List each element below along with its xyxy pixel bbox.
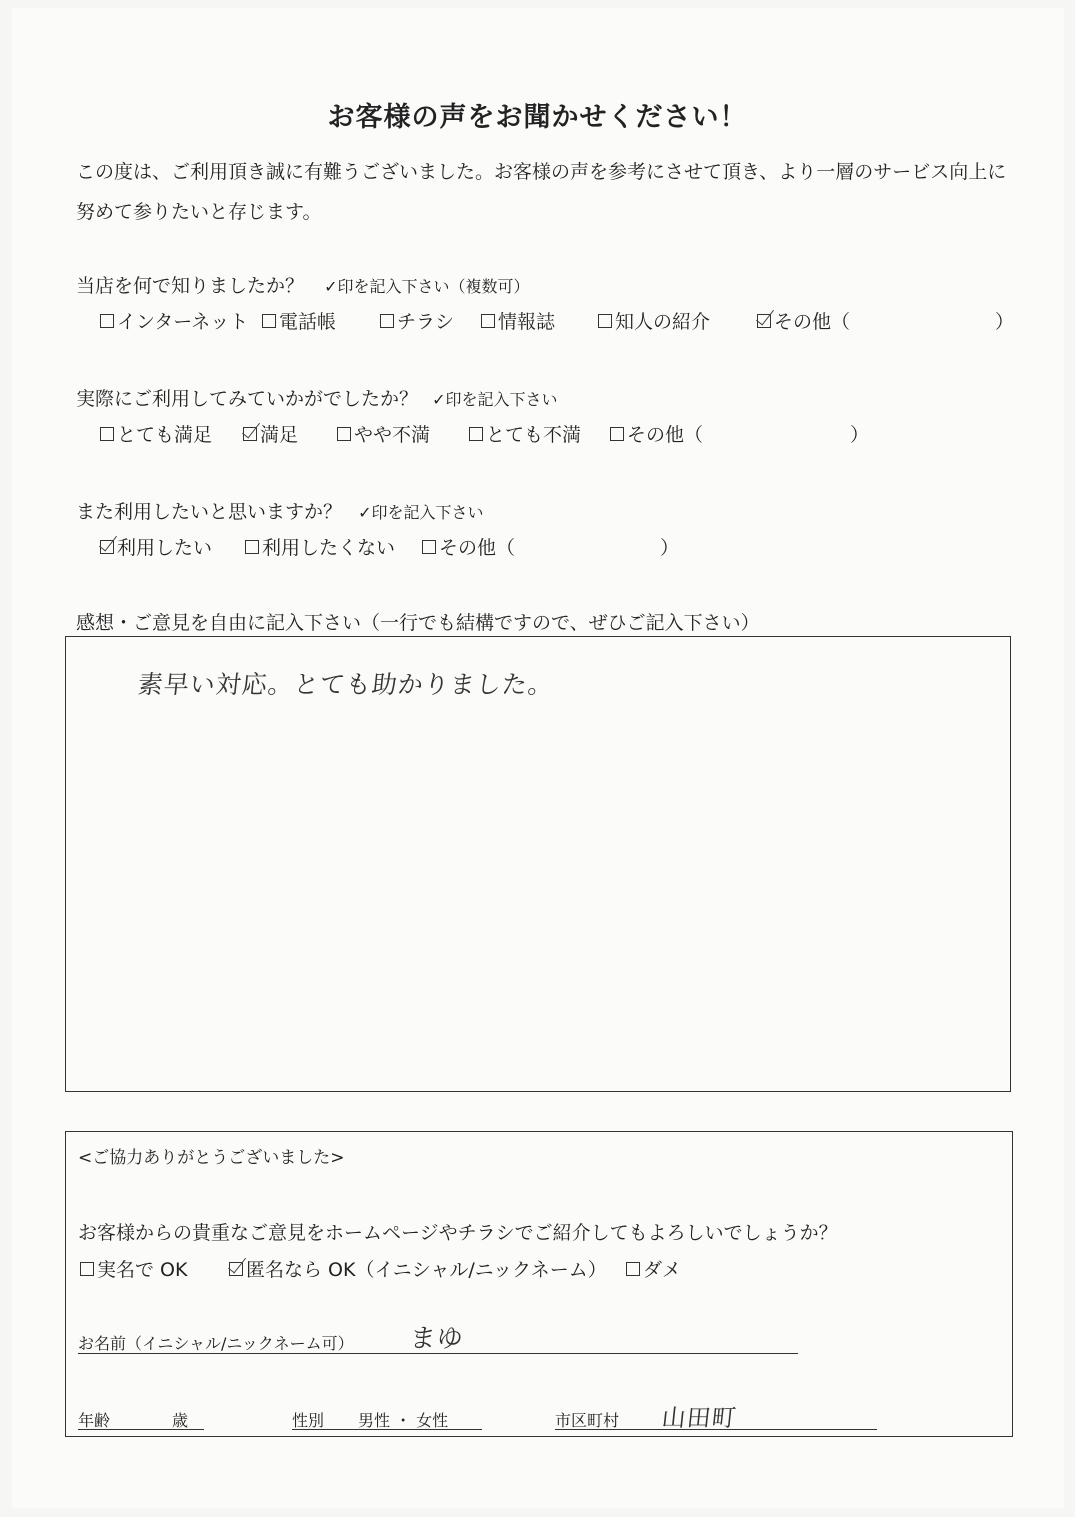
q1-option-referral[interactable] [598, 307, 710, 334]
q2-option-other[interactable] [610, 420, 703, 447]
name-underline [78, 1353, 798, 1354]
option-label: 知人の紹介 [615, 311, 711, 333]
q2-other-close: ） [850, 424, 870, 446]
option-label: 実名で OK [97, 1259, 188, 1281]
q3-note: ✓印を記入下さい [358, 503, 484, 522]
q3-option-other[interactable] [422, 533, 515, 560]
thanks-text: <ご協力ありがとうございました> [78, 1148, 345, 1168]
q2-heading [76, 384, 557, 411]
name-handwriting: まゆ [408, 1324, 466, 1354]
consent-box [65, 1131, 1013, 1437]
q1-heading [76, 271, 529, 298]
option-label: 情報誌 [498, 311, 556, 333]
option-label: その他（ [627, 424, 704, 446]
checkbox[interactable] [262, 314, 276, 328]
option-label: やや不満 [354, 424, 431, 446]
comment-label: 感想・ご意見を自由に記入下さい（一行でも結構ですので、ぜひご記入下さい） [76, 612, 760, 634]
checkbox[interactable] [100, 314, 114, 328]
q1-option-internet[interactable] [100, 307, 248, 334]
q3-option-use-again[interactable] [100, 533, 212, 560]
q2-note: ✓印を記入下さい [432, 390, 558, 409]
city-label: 市区町村 [555, 1411, 620, 1430]
checkbox[interactable] [610, 427, 624, 441]
checkbox-checked[interactable] [229, 1262, 243, 1276]
checkbox-checked[interactable] [757, 314, 771, 328]
option-label: その他（ [439, 537, 516, 559]
checkbox-checked[interactable] [243, 427, 257, 441]
gender-options: 男性 ・ 女性 [358, 1411, 449, 1430]
checkbox[interactable] [481, 314, 495, 328]
comment-handwriting: 素早い対応。とても助かりました。 [136, 670, 556, 699]
q3-other-close: ） [660, 537, 680, 559]
option-label: 匿名なら OK（イニシャル/ニックネーム） [246, 1259, 607, 1281]
checkbox[interactable] [422, 540, 436, 554]
option-label: 電話帳 [279, 311, 337, 333]
age-underline [78, 1429, 204, 1430]
option-label: ダメ [643, 1259, 682, 1281]
intro-text: この度は、ご利用頂き誠に有難うございました。お客様の声を参考にさせて頂き、より一層のサービス向上に努めて参りたいと存じます。 [76, 161, 1007, 223]
q1-option-magazine[interactable] [481, 307, 555, 334]
q1-label: 当店を何で知りましたか？ [76, 275, 305, 297]
q2-option-very-satisfied[interactable] [100, 420, 212, 447]
q2-option-very-dissatisfied[interactable] [469, 420, 581, 447]
consent-question: お客様からの貴重なご意見をホームページやチラシでご紹介してもよろしいでしょうか？ [78, 1222, 838, 1244]
checkbox[interactable] [598, 314, 612, 328]
option-label: 満足 [260, 424, 299, 446]
checkbox-checked[interactable] [100, 540, 114, 554]
option-label: 利用したい [117, 537, 213, 559]
option-label: チラシ [397, 311, 455, 333]
city-underline [555, 1429, 877, 1430]
option-label: インターネット [117, 311, 249, 333]
option-label: とても不満 [486, 424, 582, 446]
city-handwriting: 山田町 [660, 1404, 739, 1432]
name-label: お名前（イニシャル/ニックネーム可） [78, 1334, 354, 1353]
checkbox[interactable] [80, 1262, 94, 1276]
q2-label: 実際にご利用してみていかがでしたか？ [76, 388, 419, 410]
option-label: その他（ [774, 311, 851, 333]
q3-label: また利用したいと思いますか？ [76, 501, 343, 523]
gender-label: 性別 [292, 1411, 325, 1430]
q1-option-other[interactable] [757, 307, 850, 334]
gender-underline [292, 1429, 482, 1430]
checkbox[interactable] [469, 427, 483, 441]
q1-other-close: ） [995, 311, 1015, 333]
comment-box[interactable] [65, 636, 1011, 1092]
checkbox[interactable] [100, 427, 114, 441]
option-label: 利用したくない [262, 537, 396, 559]
q2-option-somewhat-dissatisfied[interactable] [337, 420, 430, 447]
q1-note: ✓印を記入下さい（複数可） [324, 277, 530, 296]
consent-option-real-name[interactable] [80, 1255, 187, 1282]
age-unit: 歳 [172, 1411, 189, 1430]
q3-option-not-use-again[interactable] [245, 533, 395, 560]
consent-option-anonymous[interactable] [229, 1255, 607, 1282]
q2-option-satisfied[interactable] [243, 420, 298, 447]
checkbox[interactable] [245, 540, 259, 554]
checkbox[interactable] [380, 314, 394, 328]
q1-option-phonebook[interactable] [262, 307, 336, 334]
consent-option-no[interactable] [626, 1255, 681, 1282]
age-label: 年齢 [78, 1411, 111, 1430]
option-label: とても満足 [117, 424, 213, 446]
checkbox[interactable] [337, 427, 351, 441]
q3-heading [76, 497, 483, 524]
checkbox[interactable] [626, 1262, 640, 1276]
survey-title: お客様の声をお聞かせください！ [327, 102, 748, 133]
q1-option-flyer[interactable] [380, 307, 454, 334]
